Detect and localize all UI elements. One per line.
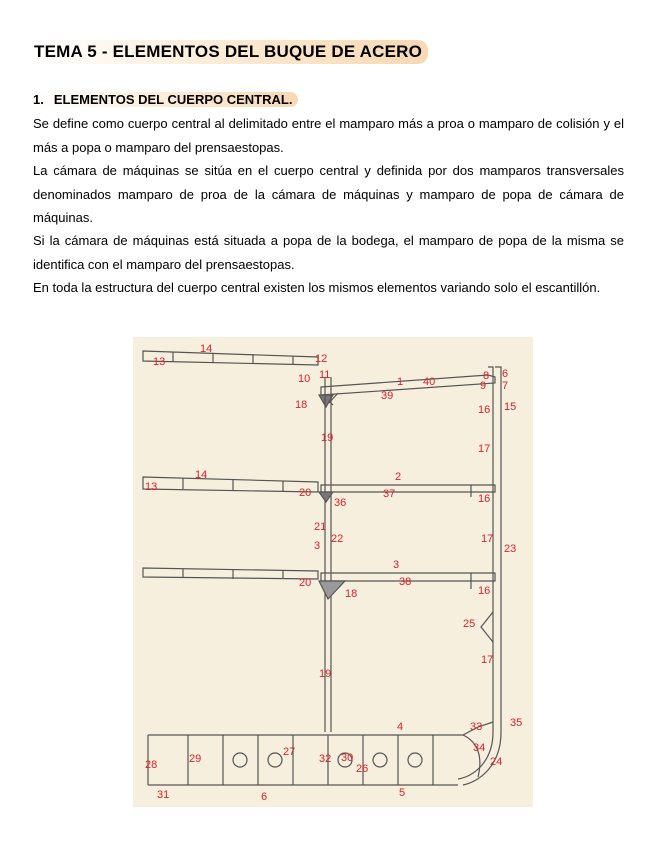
label-12: 12 [315,353,328,365]
paragraph-definition: Se define como cuerpo central al delimitado entre el mamparo más a proa o mamparo de colisión y el más a popa o mamparo del prensaestopas. [33,116,624,155]
label-40: 40 [423,376,436,388]
label-14-top: 14 [200,343,213,355]
label-34: 34 [473,742,486,754]
label-6-top: 6 [502,368,509,380]
label-2: 2 [395,471,402,483]
label-39: 39 [381,390,394,402]
label-20-mid: 20 [299,487,312,499]
paragraph-engine-room: La cámara de máquinas se sitúa en el cuerpo central y definida por dos mamparos transversales denominados mamparo de proa de la cámara de máquinas y mamparo de popa de cámara de máquinas. [33,163,624,225]
label-13-top: 13 [153,356,166,368]
midship-section-drawing [133,337,533,807]
paragraph-aft-bulkhead: Si la cámara de máquinas está situada a popa de la bodega, el mamparo de popa de la misma se identifica con el mamparo del prensaestopas. [33,233,624,272]
label-5: 5 [399,787,406,799]
label-9: 9 [480,380,487,392]
section-number: 1. [33,92,44,107]
label-37: 37 [383,488,396,500]
label-13-mid: 13 [145,481,158,493]
label-21: 21 [314,521,327,533]
midship-section-figure [133,337,533,807]
label-6-bottom: 6 [261,791,268,803]
label-23: 23 [504,543,517,555]
label-15: 15 [504,401,517,413]
label-20-low: 20 [299,577,312,589]
label-35: 35 [510,717,523,729]
label-32: 32 [319,753,332,765]
label-24: 24 [490,756,503,768]
label-17-top: 17 [478,443,491,455]
label-19-low: 19 [319,668,332,680]
label-28: 28 [145,759,158,771]
paragraph-structure: En toda la estructura del cuerpo central existen los mismos elementos variando solo el escantillón. [33,280,601,295]
label-22: 22 [331,533,344,545]
label-31: 31 [157,789,170,801]
label-8: 8 [483,370,490,382]
label-3-deck: 3 [393,559,400,571]
label-25: 25 [463,618,476,630]
label-36: 36 [334,497,347,509]
label-16-top: 16 [478,404,491,416]
structure-lines [143,351,501,785]
page-title: TEMA 5 - ELEMENTOS DEL BUQUE DE ACERO [33,40,428,64]
label-29: 29 [189,753,202,765]
label-7: 7 [502,380,509,392]
label-33: 33 [470,721,483,733]
label-11: 11 [319,369,331,381]
label-10: 10 [298,373,311,385]
label-38: 38 [399,576,412,588]
label-18-top: 18 [295,399,308,411]
label-1: 1 [397,376,404,388]
section-heading-text: ELEMENTOS DEL CUERPO CENTRAL. [53,92,293,107]
label-17-mid: 17 [481,533,494,545]
label-4: 4 [397,721,404,733]
label-26: 26 [356,763,369,775]
label-16-low: 16 [478,585,491,597]
label-27: 27 [283,746,296,758]
label-3-left: 3 [314,540,321,552]
section-heading [33,92,298,107]
label-30: 30 [341,752,354,764]
label-19-top: 19 [321,432,334,444]
label-18-low: 18 [345,588,358,600]
label-16-mid: 16 [478,493,491,505]
label-14-mid: 14 [195,469,208,481]
label-17-low: 17 [481,654,494,666]
